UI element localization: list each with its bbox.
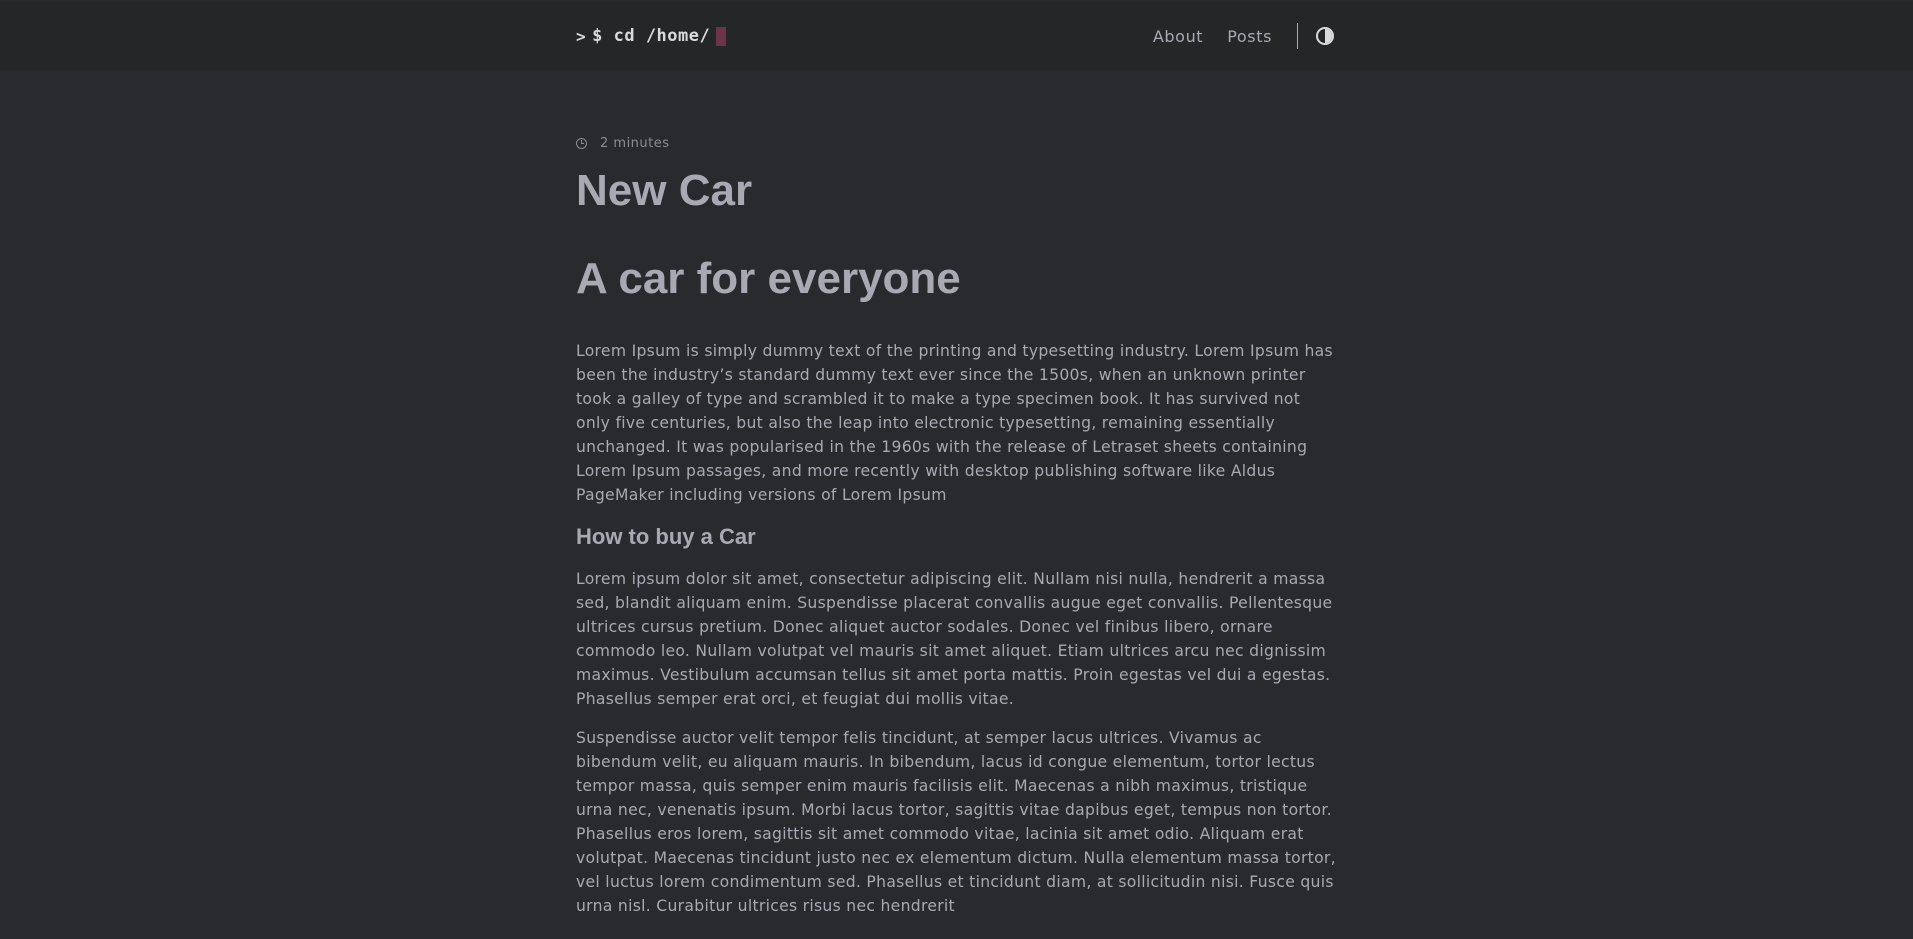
contrast-icon-fill	[1325, 29, 1332, 43]
body-paragraph-1: Lorem ipsum dolor sit amet, consectetur adipiscing elit. Nullam nisi nulla, hendrerit a massa sed, blandit aliquam enim. Suspendisse placerat convallis augue eget convallis. Pellentesque ultrices cursus pretium. Donec aliquet auctor sodales. Donec vel finibus libero, ornare commodo leo. Nullam volutpat vel mauris sit amet aliquet. Etiam ultrices arcu nec dignissim maximus. Vestibulum accumsan tellus sit amet porta mattis. Proin egestas vel dui a egestas. Phasellus semper erat orci, et feugiat dui mollis vitae.	[576, 569, 1333, 708]
post-article	[576, 136, 1336, 918]
logo-prompt-mark: >	[576, 26, 587, 46]
post-meta	[576, 136, 1336, 151]
subheading: How to buy a Car	[576, 523, 756, 549]
clock-icon	[576, 138, 587, 149]
site-logo-link[interactable]	[576, 26, 726, 46]
header-inner	[576, 2, 1334, 70]
nav-separator	[1297, 23, 1298, 49]
main-nav	[1129, 2, 1334, 70]
site-header	[0, 2, 1913, 70]
intro-paragraph: Lorem Ipsum is simply dummy text of the printing and typesetting industry. Lorem Ipsum has been the industry’s standard dummy text ever since the 1500s, when an unknown printer took a galley of type and scrambled it to make a type specimen book. It has survived not only five centuries, but also the leap into electronic typesetting, remaining essentially unchanged. It was popularised in the 1960s with the release of Letraset sheets containing Lorem Ipsum passages, and more recently with desktop publishing software like Aldus PageMaker including versions of Lorem Ipsum	[576, 341, 1333, 504]
nav-link-posts[interactable]: Posts	[1227, 26, 1272, 46]
section-heading: A car for everyone	[576, 253, 961, 303]
reading-time: 2 minutes	[600, 136, 670, 151]
logo-text: $ cd /home/	[592, 26, 711, 46]
post-title: New Car	[576, 166, 753, 215]
blinking-cursor	[716, 27, 726, 46]
nav-link-about[interactable]: About	[1152, 26, 1204, 46]
contrast-icon[interactable]	[1316, 27, 1334, 45]
body-paragraph-2: Suspendisse auctor velit tempor felis tincidunt, at semper lacus ultrices. Vivamus ac bibendum velit, eu aliquam mauris. In bibendum, lacus id congue elementum, tortor lectus tempor massa, quis semper enim mauris facilisis elit. Maecenas a nibh maximus, tristique urna nec, venenatis ipsum. Morbi lacus tortor, sagittis vitae dapibus eget, tempus non tortor. Phasellus eros lorem, sagittis sit amet commodo vitae, lacinia sit amet odio. Aliquam erat volutpat. Maecenas tincidunt justo nec ex elementum dictum. Nulla elementum massa tortor, vel luctus lorem condimentum sed. Phasellus et tincidunt diam, at sollicitudin nisi. Fusce quis urna nisl. Curabitur ultrices risus nec hendrerit	[576, 728, 1336, 915]
